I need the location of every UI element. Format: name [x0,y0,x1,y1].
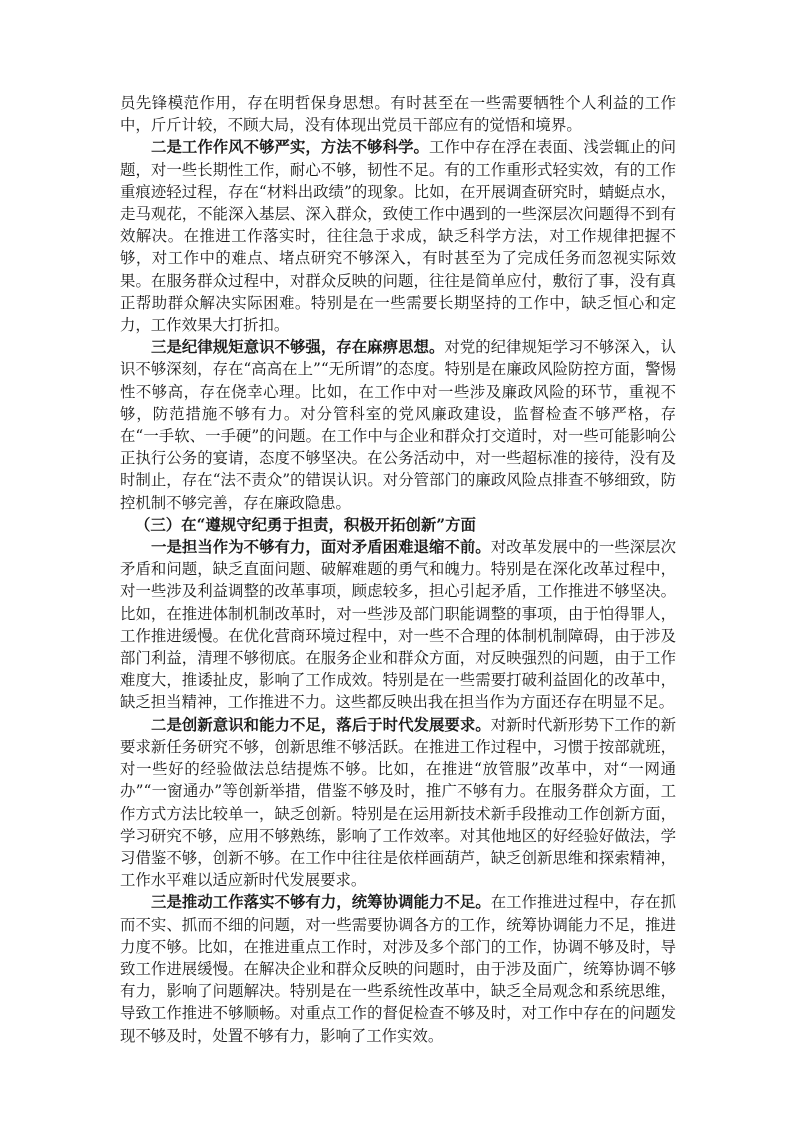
paragraph-lead: 一是担当作为不够有力，面对矛盾困难退缩不前。 [151,538,491,557]
paragraph-lead: 三是纪律规矩意识不够强，存在麻痹思想。 [151,338,445,357]
paragraph [120,714,676,892]
section-heading: （三）在“遵规守纪勇于担责，积极开拓创新”方面 [135,515,476,534]
paragraph-lead: 二是创新意识和能力不足，落后于时代发展要求。 [151,715,491,734]
document-page [120,92,676,1047]
paragraph-body: 在工作推进过程中，存在抓而不实、抓而不细的问题，对一些需要协调各方的工作，统筹协调能力不足，推进力度不够。比如，在推进重点工作时，对涉及多个部门的工作，协调不够及时，导致工作进展缓慢。在解决企业和群众反映的问题时，由于涉及面广，统筹协调不够有力，影响了问题解决。特别是在一些系统性改革中，缺乏全局观念和系统思维，导致工作推进不够顺畅。对重点工作的督促检查不够及时，对工作中存在的问题发现不够及时，处置不够有力，影响了工作实效。 [120,893,676,1045]
paragraph [120,536,676,714]
paragraph: 员先锋模范作用，存在明哲保身思想。有时甚至在一些需要牺牲个人利益的工作中，斤斤计较，不顾大局，没有体现出党员干部应有的觉悟和境界。 [120,94,676,135]
paragraph-lead: 二是工作作风不够严实，方法不够科学。 [151,138,429,157]
paragraph-body: 对新时代新形势下工作的新要求新任务研究不够，创新思维不够活跃。在推进工作过程中，习惯于按部就班，对一些好的经验做法总结提炼不够。比如，在推进“放管服”改革中，对“一网通办”“一窗通办”等创新举措，借鉴不够及时，推广不够有力。在服务群众方面，工作方式方法比较单一，缺乏创新。特别是在运用新技术新手段推动工作创新方面，学习研究不够，应用不够熟练，影响了工作效率。对其他地区的好经验好做法，学习借鉴不够，创新不够。在工作中往往是依样画葫芦，缺乏创新思维和探索精神，工作水平难以适应新时代发展要求。 [120,715,676,890]
paragraph-lead: 三是推动工作落实不够有力，统筹协调能力不足。 [151,893,491,912]
paragraph [120,136,676,336]
paragraph-body: 对改革发展中的一些深层次矛盾和问题，缺乏直面问题、破解难题的勇气和魄力。特别是在深化改革过程中，对一些涉及利益调整的改革事项，顾虑较多，担心引起矛盾，工作推进不够坚决。比如，在推进体制机制改革时，对一些涉及部门职能调整的事项，由于怕得罪人，工作推进缓慢。在优化营商环境过程中，对一些不合理的体制机制障碍，由于涉及部门利益，清理不够彻底。在服务企业和群众方面，对反映强烈的问题，由于工作难度大，推诿扯皮，影响了工作成效。特别是在一些需要打破利益固化的改革中，缺乏担当精神，工作推进不力。这些都反映出我在担当作为方面还存在明显不足。 [120,538,676,712]
paragraph-body: 对党的纪律规矩学习不够深入，认识不够深刻，存在“高高在上”“无所谓”的态度。特别是在廉政风险防控方面，警惕性不够高，存在侥幸心理。比如，在工作中对一些涉及廉政风险的环节，重视不够，防范措施不够有力。对分管科室的党风廉政建设，监督检查不够严格，存在“一手软、一手硬”的问题。在工作中与企业和群众打交道时，对一些可能影响公正执行公务的宴请，态度不够坚决。在公务活动中，对一些超标准的接待，没有及时制止，存在“法不责众”的错误认识。对分管部门的廉政风险点排查不够细致，防控机制不够完善，存在廉政隐患。 [120,338,676,512]
paragraph-body: 工作中存在浮在表面、浅尝辄止的问题，对一些长期性工作，耐心不够，韧性不足。有的工作重形式轻实效，有的工作重痕迹轻过程，存在“材料出政绩”的现象。比如，在开展调查研究时，蜻蜓点水，走马观花，不能深入基层、深入群众，致使工作中遇到的一些深层次问题得不到有效解决。在推进工作落实时，往往急于求成，缺乏科学方法，对工作规律把握不够，对工作中的难点、堵点研究不够深入，有时甚至为了完成任务而忽视实际效果。在服务群众过程中，对群众反映的问题，往往是简单应付，敷衍了事，没有真正帮助群众解决实际困难。特别是在一些需要长期坚持的工作中，缺乏恒心和定力，工作效果大打折扣。 [120,138,676,335]
paragraph [120,891,676,1046]
paragraph [120,336,676,514]
